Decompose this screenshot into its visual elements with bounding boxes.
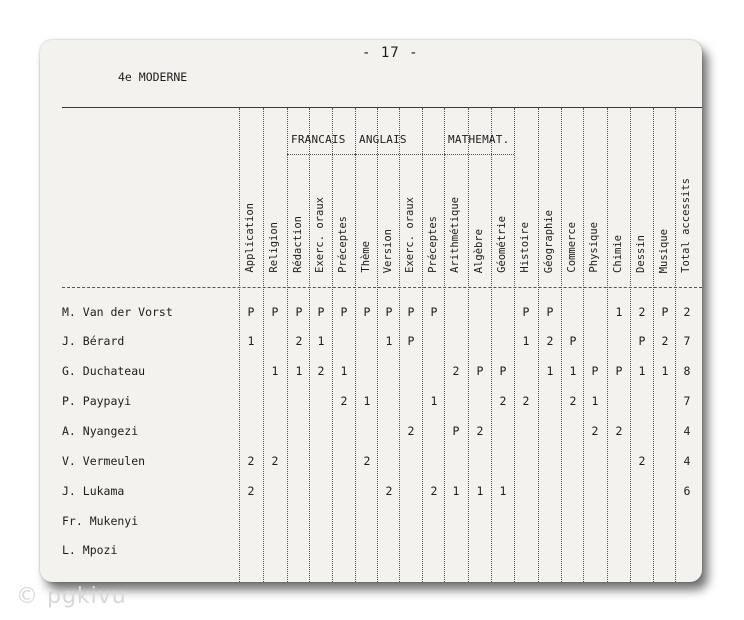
- subject-header: Rédaction: [292, 216, 304, 273]
- student-name: L. Mpozi: [62, 543, 118, 557]
- subject-header-cell: [654, 115, 676, 273]
- subject-header-cell: [469, 115, 491, 273]
- student-name: J. Lukama: [62, 484, 125, 498]
- mark-cell: P: [476, 364, 484, 378]
- mark-cell: P: [295, 305, 303, 319]
- subject-header-cell: [264, 115, 286, 273]
- subject-header: Religion: [268, 222, 280, 273]
- subject-header-cell: [356, 115, 378, 273]
- mark-cell: P: [591, 364, 599, 378]
- subject-header: Géométrie: [496, 216, 508, 273]
- mark-cell: P: [407, 334, 415, 348]
- mark-cell: P: [499, 364, 507, 378]
- mark-cell: 1: [569, 364, 577, 378]
- student-name: V. Vermeulen: [62, 454, 146, 468]
- subject-header: Exerc. oraux: [314, 197, 326, 273]
- mark-cell: 2: [295, 334, 303, 348]
- subject-header-cell: [423, 115, 445, 273]
- mark-cell: P: [430, 305, 438, 319]
- mark-cell: 2: [271, 454, 279, 468]
- mark-cell: 1: [638, 364, 646, 378]
- mark-cell: 2: [569, 394, 577, 408]
- subject-header-cell: [492, 115, 514, 273]
- subject-header-cell: [378, 115, 400, 273]
- student-name: G. Duchateau: [62, 364, 146, 378]
- subject-header: Préceptes: [427, 216, 439, 273]
- subject-header: Version: [382, 228, 394, 273]
- mark-cell: 2: [615, 424, 623, 438]
- mark-cell: P: [247, 305, 255, 319]
- mark-cell: 1: [340, 364, 348, 378]
- class-title: 4e MODERNE: [118, 70, 188, 84]
- mark-cell: 2: [407, 424, 415, 438]
- mark-cell: P: [385, 305, 393, 319]
- mark-cell: 2: [591, 424, 599, 438]
- mark-cell: 1: [295, 364, 303, 378]
- subject-header: Préceptes: [337, 216, 349, 273]
- table-top-rule: [62, 107, 702, 108]
- group-label-1: ANGLAIS: [359, 133, 407, 146]
- mark-cell: 1: [363, 394, 371, 408]
- mark-cell: P: [271, 305, 279, 319]
- mark-cell: 1: [546, 364, 554, 378]
- mark-cell: 2: [638, 454, 646, 468]
- student-name: Fr. Mukenyi: [62, 514, 139, 528]
- subject-header: Total accessits: [680, 178, 692, 273]
- subject-header-cell: [333, 115, 355, 273]
- subject-header-cell: [515, 115, 537, 273]
- mark-cell: 1: [591, 394, 599, 408]
- mark-cell: P: [340, 305, 348, 319]
- subject-header: Musique: [658, 228, 670, 273]
- mark-cell: 7: [683, 394, 691, 408]
- mark-cell: 8: [683, 364, 691, 378]
- subject-header-cell: [676, 115, 698, 273]
- subject-header-cell: [288, 115, 310, 273]
- mark-cell: 2: [452, 364, 460, 378]
- mark-cell: P: [522, 305, 530, 319]
- student-name: A. Nyangezi: [62, 424, 139, 438]
- mark-cell: 2: [340, 394, 348, 408]
- mark-cell: 1: [385, 334, 393, 348]
- mark-cell: P: [407, 305, 415, 319]
- mark-cell: 2: [430, 484, 438, 498]
- student-name: M. Van der Vorst: [62, 305, 173, 319]
- subject-header: Algèbre: [473, 228, 485, 273]
- mark-cell: P: [317, 305, 325, 319]
- mark-cell: 6: [683, 484, 691, 498]
- mark-cell: 7: [683, 334, 691, 348]
- mark-cell: 2: [317, 364, 325, 378]
- mark-cell: 2: [363, 454, 371, 468]
- subject-header-cell: [584, 115, 606, 273]
- mark-cell: 2: [638, 305, 646, 319]
- mark-cell: 1: [476, 484, 484, 498]
- subject-header: Commerce: [566, 222, 578, 273]
- group-label-2: MATHEMAT.: [448, 133, 510, 146]
- scanned-page: [40, 40, 702, 582]
- mark-cell: 2: [247, 484, 255, 498]
- mark-cell: P: [615, 364, 623, 378]
- subject-header: Exerc. oraux: [404, 197, 416, 273]
- mark-cell: 1: [661, 364, 669, 378]
- subject-header: Chimie: [612, 235, 624, 273]
- subject-header-cell: [562, 115, 584, 273]
- mark-cell: 1: [247, 334, 255, 348]
- subject-header-cell: [631, 115, 653, 273]
- mark-cell: 2: [546, 334, 554, 348]
- mark-cell: 2: [499, 394, 507, 408]
- subject-header-cell: [539, 115, 561, 273]
- mark-cell: P: [363, 305, 371, 319]
- subject-header: Application: [244, 203, 256, 273]
- mark-cell: 1: [271, 364, 279, 378]
- mark-cell: P: [638, 334, 646, 348]
- page-number: - 17 -: [362, 45, 419, 61]
- mark-cell: 1: [452, 484, 460, 498]
- subject-header: Thème: [360, 241, 372, 273]
- mark-cell: 4: [683, 424, 691, 438]
- subject-header-cell: [240, 115, 262, 273]
- mark-cell: P: [546, 305, 554, 319]
- mark-cell: 2: [385, 484, 393, 498]
- mark-cell: 4: [683, 454, 691, 468]
- mark-cell: 2: [247, 454, 255, 468]
- mark-cell: 2: [683, 305, 691, 319]
- student-name: P. Paypayi: [62, 394, 132, 408]
- mark-cell: 2: [661, 334, 669, 348]
- subject-header: Histoire: [519, 222, 531, 273]
- mark-cell: P: [452, 424, 460, 438]
- mark-cell: 2: [476, 424, 484, 438]
- mark-cell: P: [661, 305, 669, 319]
- subject-header-cell: [608, 115, 630, 273]
- subject-header-cell: [445, 115, 467, 273]
- student-name: J. Bérard: [62, 334, 125, 348]
- table-header-rule: [62, 287, 702, 288]
- mark-cell: 1: [522, 334, 530, 348]
- mark-cell: 1: [615, 305, 623, 319]
- group-label-0: FRANCAIS: [291, 133, 346, 146]
- mark-cell: 1: [317, 334, 325, 348]
- mark-cell: 1: [499, 484, 507, 498]
- subject-header: Physique: [588, 222, 600, 273]
- subject-header: Géographie: [543, 209, 555, 273]
- subject-header-cell: [310, 115, 332, 273]
- mark-cell: 1: [430, 394, 438, 408]
- subject-header: Arithmétique: [449, 197, 461, 273]
- watermark: © pgkivu: [16, 584, 127, 609]
- mark-cell: 2: [522, 394, 530, 408]
- subject-header: Dessin: [635, 235, 647, 273]
- subject-header-cell: [400, 115, 422, 273]
- mark-cell: P: [569, 334, 577, 348]
